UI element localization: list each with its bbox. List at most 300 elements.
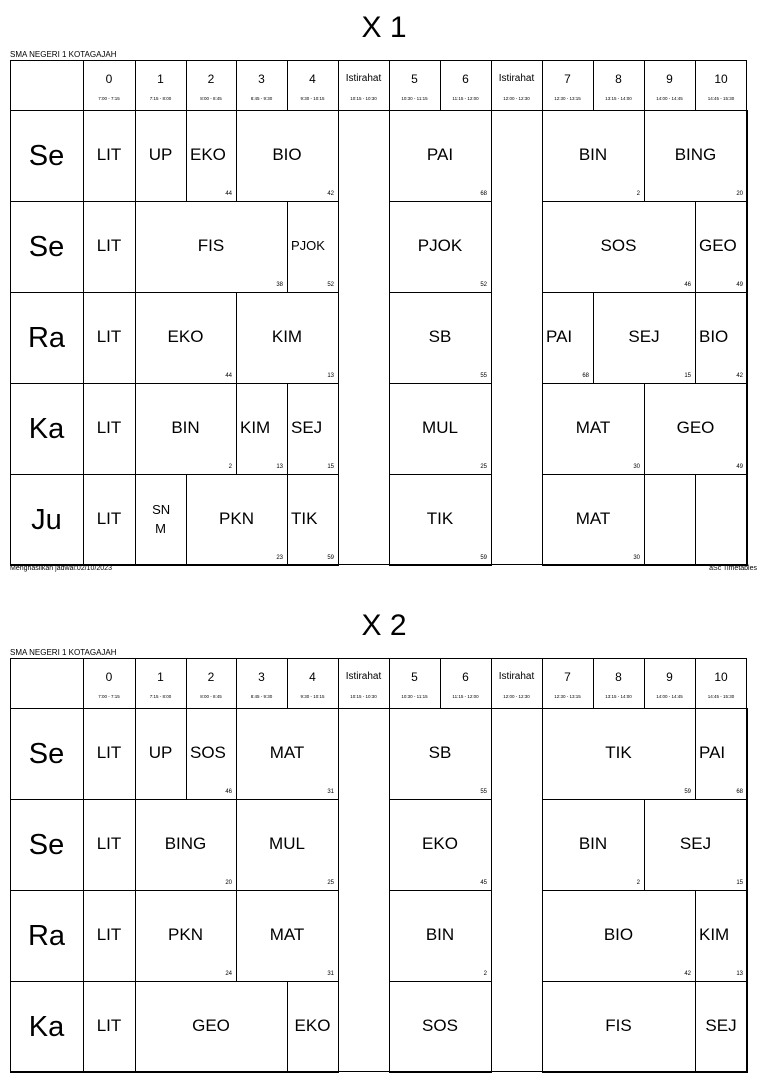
header-period — [440, 658, 491, 708]
grid-line — [338, 981, 339, 1073]
lesson-cell[interactable] — [593, 292, 695, 383]
period-time: 7:00 - 7:15 — [98, 694, 120, 699]
grid-line — [83, 890, 136, 891]
empty-lesson-cell[interactable] — [695, 474, 747, 565]
grid-line — [83, 708, 136, 709]
room-number: 31 — [327, 789, 334, 795]
grid-line — [135, 292, 237, 293]
lesson-subject: SOS — [190, 742, 226, 762]
timetable-title: X 2 — [361, 609, 407, 642]
grid-line — [83, 110, 136, 111]
grid-line — [83, 799, 136, 800]
lesson-cell[interactable] — [389, 383, 491, 474]
lesson-subject: BING — [164, 833, 207, 853]
grid-line — [542, 474, 543, 566]
grid-line — [135, 474, 187, 475]
lesson-cell[interactable] — [236, 383, 287, 474]
lesson-subject: BIO — [603, 924, 634, 944]
room-number: 68 — [582, 373, 589, 379]
grid-line — [491, 708, 492, 800]
grid-line — [389, 708, 390, 800]
day-label-cell — [10, 383, 83, 474]
lesson-subject: SOS — [422, 1015, 458, 1035]
period-time: 7:15 - 8:00 — [149, 694, 172, 699]
lesson-subject: MAT — [575, 508, 611, 528]
period-number: 0 — [105, 670, 113, 684]
grid-line — [236, 708, 339, 709]
lesson-cell[interactable] — [135, 799, 236, 890]
grid-line — [135, 890, 136, 982]
room-number: 2 — [636, 880, 640, 886]
day-label-cell — [10, 708, 83, 799]
lesson-cell[interactable] — [389, 201, 491, 292]
lesson-subject: BIO — [699, 326, 729, 346]
header-period — [644, 60, 695, 110]
period-time: 14:00 - 14:45 — [656, 96, 683, 101]
lesson-subject: SEJ — [679, 833, 712, 853]
lesson-cell[interactable] — [236, 292, 338, 383]
grid-line — [389, 981, 390, 1073]
room-number: 15 — [684, 373, 691, 379]
grid-line — [186, 60, 187, 110]
grid-line — [10, 60, 747, 61]
header-period — [695, 60, 747, 110]
room-number: 2 — [228, 464, 232, 470]
lesson-cell[interactable] — [695, 890, 747, 981]
lesson-subject: PAI — [699, 742, 726, 762]
room-number: 44 — [225, 191, 232, 197]
period-time: 8:45 - 9:30 — [250, 694, 273, 699]
grid-line — [491, 201, 492, 293]
grid-line — [287, 658, 288, 708]
lesson-cell[interactable] — [695, 292, 747, 383]
grid-line — [338, 110, 339, 202]
lesson-cell[interactable] — [83, 292, 135, 383]
grid-line — [389, 201, 390, 293]
lesson-cell[interactable] — [83, 201, 135, 292]
grid-line — [83, 383, 84, 475]
lesson-subject: TIK — [291, 508, 318, 528]
grid-line — [644, 658, 645, 708]
grid-line — [644, 474, 645, 566]
period-time: 13:15 - 14:00 — [605, 694, 632, 699]
room-number: 15 — [736, 880, 743, 886]
period-time: 10:15 - 10:30 — [350, 96, 377, 101]
grid-line — [338, 890, 339, 982]
lesson-cell[interactable] — [644, 799, 747, 890]
grid-line — [695, 201, 696, 293]
grid-line — [644, 110, 748, 111]
room-number: 2 — [636, 191, 640, 197]
header-period — [287, 658, 338, 708]
lesson-cell[interactable] — [287, 981, 338, 1072]
grid-line — [10, 383, 83, 384]
empty-lesson-cell[interactable] — [644, 474, 695, 565]
grid-line — [644, 474, 696, 475]
grid-line — [389, 110, 390, 202]
lesson-cell[interactable] — [389, 110, 491, 201]
lesson-cell[interactable] — [389, 799, 491, 890]
room-number: 42 — [736, 373, 743, 379]
lesson-cell[interactable] — [542, 474, 644, 565]
grid-line — [491, 981, 492, 1073]
lesson-subject: BIO — [272, 144, 302, 164]
lesson-subject: BING — [674, 144, 717, 164]
lesson-subject: UP — [148, 742, 173, 762]
grid-line — [135, 60, 136, 110]
grid-line — [542, 981, 696, 982]
grid-line — [695, 981, 696, 1073]
period-number: 7 — [564, 72, 571, 86]
lesson-subject: EKO — [190, 144, 226, 164]
lesson-cell[interactable] — [186, 110, 236, 201]
day-label-cell — [10, 474, 83, 565]
grid-line — [695, 292, 696, 384]
period-number: 8 — [615, 72, 622, 86]
period-time: 14:45 - 15:30 — [707, 694, 735, 699]
grid-line — [83, 292, 84, 384]
grid-line — [236, 292, 237, 384]
grid-line — [83, 799, 84, 891]
lesson-subject: SEJ — [705, 1015, 737, 1035]
grid-line — [135, 890, 237, 891]
header-period — [542, 658, 593, 708]
lesson-subject: TIK — [605, 742, 632, 762]
grid-line — [542, 799, 645, 800]
grid-line — [135, 565, 187, 566]
lesson-subject: GEO — [699, 235, 737, 255]
lesson-subject: GEO — [192, 1015, 230, 1035]
grid-line — [389, 292, 390, 384]
grid-line — [135, 799, 237, 800]
day-label: Se — [28, 737, 65, 770]
lesson-cell[interactable] — [135, 110, 186, 201]
day-label: Se — [28, 139, 65, 172]
grid-line — [236, 60, 237, 110]
lesson-cell[interactable] — [83, 110, 135, 201]
period-time: 7:00 - 7:15 — [98, 96, 120, 101]
grid-line — [389, 292, 492, 293]
lesson-subject: LIT — [96, 924, 122, 944]
lesson-cell[interactable] — [542, 201, 695, 292]
grid-line — [83, 708, 84, 800]
grid-line — [695, 981, 748, 982]
lesson-cell[interactable] — [695, 201, 747, 292]
room-number: 59 — [327, 555, 334, 561]
lesson-subject: SB — [428, 742, 452, 762]
lesson-cell[interactable] — [695, 981, 747, 1072]
break-label: Istirahat — [345, 73, 382, 84]
room-number: 44 — [225, 373, 232, 379]
grid-line — [542, 799, 543, 891]
room-number: 46 — [684, 282, 691, 288]
header-period — [135, 658, 186, 708]
lesson-subject: BIN — [578, 144, 608, 164]
lesson-cell[interactable] — [83, 708, 135, 799]
grid-line — [695, 292, 748, 293]
grid-line — [83, 110, 84, 202]
grid-line — [491, 110, 492, 202]
lesson-subject: KIM — [271, 326, 303, 346]
grid-line — [135, 981, 288, 982]
lesson-subject: LIT — [96, 417, 122, 437]
grid-line — [10, 658, 747, 659]
grid-line — [747, 474, 748, 566]
room-number: 24 — [225, 971, 232, 977]
lesson-cell[interactable] — [135, 383, 236, 474]
lesson-cell[interactable] — [389, 981, 491, 1072]
grid-line — [135, 110, 187, 111]
period-time: 14:00 - 14:45 — [656, 694, 683, 699]
period-number: 3 — [258, 670, 265, 684]
grid-line — [10, 201, 83, 202]
grid-line — [236, 799, 339, 800]
grid-line — [542, 474, 645, 475]
lesson-cell[interactable] — [236, 708, 338, 799]
header-period — [83, 60, 135, 110]
grid-line — [389, 799, 390, 891]
grid-line — [389, 890, 492, 891]
lesson-cell[interactable] — [542, 110, 644, 201]
grid-line — [491, 292, 492, 384]
grid-line — [440, 60, 441, 110]
lesson-subject: PKN — [219, 508, 254, 528]
header-period — [236, 658, 287, 708]
lesson-cell[interactable] — [644, 383, 747, 474]
period-number: 5 — [411, 670, 418, 684]
lesson-subject: PAI — [426, 144, 454, 164]
room-number: 59 — [480, 555, 487, 561]
grid-line — [644, 383, 748, 384]
grid-line — [542, 981, 543, 1073]
lesson-cell[interactable] — [542, 383, 644, 474]
period-number: 2 — [207, 72, 215, 86]
room-number: 68 — [736, 789, 743, 795]
grid-line — [186, 110, 187, 202]
grid-line — [338, 708, 339, 800]
room-number: 42 — [327, 191, 334, 197]
day-label-cell — [10, 981, 83, 1072]
grid-line — [389, 110, 492, 111]
grid-line — [593, 292, 594, 384]
lesson-subject: LIT — [96, 235, 122, 255]
lesson-cell[interactable] — [695, 708, 747, 799]
period-time: 10:30 - 11:15 — [401, 96, 428, 101]
room-number: 13 — [327, 373, 334, 379]
room-number: 20 — [225, 880, 232, 886]
grid-line — [644, 60, 645, 110]
room-number: 13 — [736, 971, 743, 977]
lesson-cell[interactable] — [287, 383, 338, 474]
grid-line — [542, 110, 543, 202]
header-period — [186, 658, 236, 708]
grid-line — [135, 708, 187, 709]
room-number: 42 — [684, 971, 691, 977]
lesson-cell[interactable] — [135, 981, 287, 1072]
lesson-cell[interactable] — [236, 799, 338, 890]
grid-line — [644, 383, 645, 475]
header-break — [338, 658, 389, 708]
grid-line — [593, 658, 594, 708]
lesson-cell[interactable] — [236, 110, 338, 201]
grid-line — [83, 981, 136, 982]
header-period — [593, 60, 644, 110]
schedule-grid — [10, 658, 757, 1072]
grid-line — [644, 565, 696, 566]
grid-line — [10, 981, 83, 982]
room-number: 30 — [633, 555, 640, 561]
lesson-subject: EKO — [294, 1015, 331, 1035]
grid-line — [747, 383, 748, 475]
day-label: Se — [28, 230, 65, 263]
grid-line — [695, 890, 748, 891]
software-credit: aSc Timetables — [709, 565, 757, 572]
lesson-cell[interactable] — [83, 799, 135, 890]
grid-line — [135, 474, 136, 566]
lesson-cell[interactable] — [186, 708, 236, 799]
header-period — [593, 658, 644, 708]
grid-line — [747, 981, 748, 1073]
room-number: 38 — [276, 282, 283, 288]
lesson-cell[interactable] — [83, 474, 135, 565]
lesson-subject: BIN — [425, 924, 455, 944]
room-number: 15 — [327, 464, 334, 470]
room-number: 52 — [480, 282, 487, 288]
header-break — [338, 60, 389, 110]
grid-line — [186, 110, 237, 111]
period-number: 1 — [157, 72, 164, 86]
lesson-cell[interactable] — [389, 890, 491, 981]
lesson-subject: SOS — [600, 235, 637, 255]
grid-line — [287, 201, 288, 293]
room-number: 59 — [684, 789, 691, 795]
lesson-cell[interactable] — [135, 474, 186, 565]
period-number: 1 — [157, 670, 164, 684]
grid-line — [236, 890, 339, 891]
lesson-cell[interactable] — [542, 981, 695, 1072]
lesson-cell[interactable] — [644, 110, 747, 201]
lesson-cell[interactable] — [186, 474, 287, 565]
lesson-cell[interactable] — [542, 708, 695, 799]
lesson-cell[interactable] — [542, 292, 593, 383]
grid-line — [644, 110, 645, 202]
day-label-cell — [10, 201, 83, 292]
period-time: 13:15 - 14:00 — [605, 96, 632, 101]
room-number: 25 — [327, 880, 334, 886]
grid-line — [83, 201, 136, 202]
grid-line — [338, 799, 339, 891]
lesson-cell[interactable] — [135, 201, 287, 292]
grid-line — [83, 292, 136, 293]
header-period — [287, 60, 338, 110]
period-time: 12:00 - 12:30 — [503, 694, 530, 699]
grid-line — [542, 890, 696, 891]
grid-line — [491, 474, 492, 566]
header-period — [83, 658, 135, 708]
break-label: Istirahat — [498, 671, 535, 682]
period-number: 9 — [666, 670, 673, 684]
grid-line — [747, 799, 748, 891]
grid-line — [135, 201, 288, 202]
day-label-cell — [10, 799, 83, 890]
period-time: 9:30 - 10:15 — [300, 96, 325, 101]
lesson-subject: MUL — [269, 833, 305, 853]
lesson-subject: MAT — [575, 417, 611, 437]
break-label: Istirahat — [345, 671, 382, 682]
grid-line — [542, 292, 594, 293]
room-number: 31 — [327, 971, 334, 977]
room-number: 30 — [633, 464, 640, 470]
lesson-subject: SEJ — [628, 326, 660, 346]
header-period — [695, 658, 747, 708]
day-label: Se — [28, 828, 65, 861]
grid-line — [83, 474, 136, 475]
period-time: 8:00 - 8:45 — [200, 694, 222, 699]
grid-line — [695, 474, 696, 566]
grid-line — [389, 383, 492, 384]
grid-line — [287, 201, 339, 202]
lesson-cell[interactable] — [389, 292, 491, 383]
lesson-cell[interactable] — [236, 890, 338, 981]
period-number: 9 — [666, 72, 673, 86]
lesson-cell[interactable] — [83, 383, 135, 474]
school-name: SMA NEGERI 1 KOTAGAJAH — [10, 50, 117, 59]
period-time: 12:30 - 13:15 — [554, 96, 581, 101]
lesson-subject: EKO — [167, 326, 204, 346]
lesson-cell[interactable] — [389, 708, 491, 799]
grid-line — [491, 799, 492, 891]
lesson-subject: TIK — [426, 508, 454, 528]
grid-line — [186, 565, 288, 566]
grid-line — [236, 658, 237, 708]
grid-line — [83, 383, 136, 384]
period-number: 0 — [105, 72, 113, 86]
lesson-subject: PKN — [168, 924, 203, 944]
grid-line — [389, 474, 390, 566]
period-number: 4 — [309, 670, 316, 684]
lesson-cell[interactable] — [135, 890, 236, 981]
grid-line — [695, 708, 748, 709]
lesson-cell[interactable] — [389, 474, 491, 565]
lesson-cell[interactable] — [542, 799, 644, 890]
grid-line — [236, 110, 237, 202]
lesson-subject: BIN — [578, 833, 608, 853]
day-label: Ka — [28, 412, 65, 445]
grid-line — [747, 292, 748, 384]
room-number: 55 — [480, 373, 487, 379]
lesson-subject: MUL — [422, 417, 458, 437]
room-number: 13 — [276, 464, 283, 470]
generated-date: Menghasilkan jadwal:02/10/2023 — [10, 565, 112, 572]
lesson-cell[interactable] — [542, 890, 695, 981]
period-number: 5 — [411, 72, 418, 86]
period-time: 12:00 - 12:30 — [503, 96, 530, 101]
period-number: 3 — [258, 72, 265, 86]
grid-line — [695, 201, 748, 202]
lesson-cell[interactable] — [83, 981, 135, 1072]
lesson-cell[interactable] — [135, 292, 236, 383]
lesson-cell[interactable] — [135, 708, 186, 799]
grid-line — [10, 658, 11, 1072]
grid-line — [389, 383, 390, 475]
grid-line — [135, 981, 136, 1073]
lesson-cell[interactable] — [287, 474, 338, 565]
grid-line — [10, 60, 11, 565]
lesson-subject: FIS — [197, 235, 225, 255]
lesson-cell[interactable] — [83, 890, 135, 981]
period-time: 8:00 - 8:45 — [200, 96, 222, 101]
lesson-cell[interactable] — [287, 201, 338, 292]
